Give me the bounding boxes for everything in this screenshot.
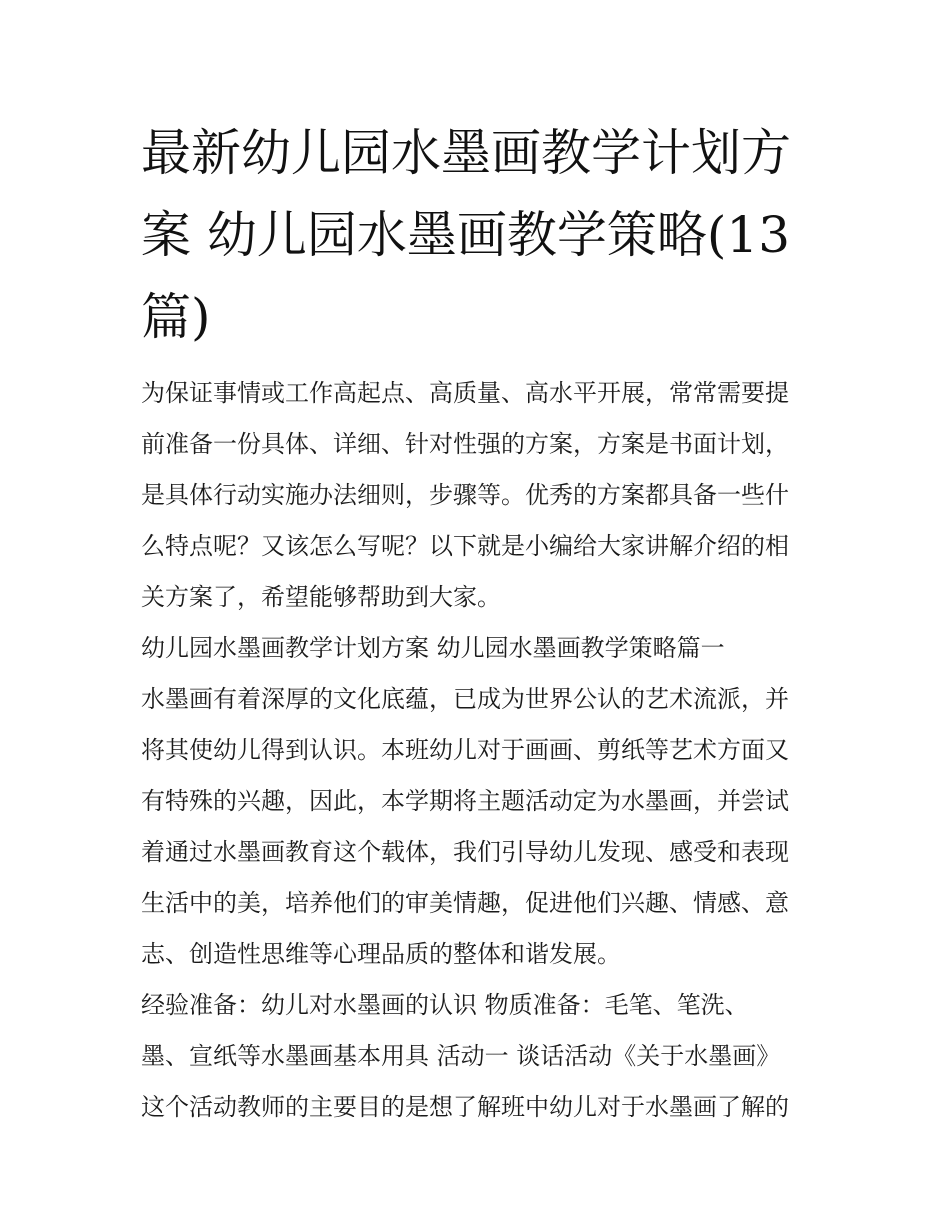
text-line: 志、创造性思维等心理品质的整体和谐发展。	[141, 940, 621, 968]
title-line: 最新幼儿园水墨画教学计划方	[141, 124, 791, 182]
text-line: 为保证事情或工作高起点、高质量、高水平开展，常常需要提	[141, 379, 789, 407]
body-paragraph	[141, 674, 813, 980]
text-line: 有特殊的兴趣，因此，本学期将主题活动定为水墨画，并尝试	[141, 787, 789, 815]
text-line: 经验准备：幼儿对水墨画的认识 物质准备：毛笔、笔洗、	[141, 991, 749, 1019]
text-line: 幼儿园水墨画教学计划方案 幼儿园水墨画教学策略篇一	[141, 634, 725, 662]
text-line: 是具体行动实施办法细则，步骤等。优秀的方案都具备一些什	[141, 481, 789, 509]
text-line: 着通过水墨画教育这个载体，我们引导幼儿发现、感受和表现	[141, 838, 789, 866]
section-heading	[141, 623, 813, 674]
document-content	[141, 112, 813, 1133]
text-line: 墨、宣纸等水墨画基本用具 活动一 谈话活动《关于水墨画》	[141, 1042, 781, 1070]
text-line: 前准备一份具体、详细、针对性强的方案，方案是书面计划，	[141, 430, 789, 458]
document-title	[141, 112, 813, 358]
text-line: 么特点呢？又该怎么写呢？以下就是小编给大家讲解介绍的相	[141, 532, 789, 560]
body-paragraph	[141, 980, 813, 1133]
title-line: 篇)	[141, 288, 211, 346]
text-line: 生活中的美，培养他们的审美情趣，促进他们兴趣、情感、意	[141, 889, 789, 917]
text-line: 将其使幼儿得到认识。本班幼儿对于画画、剪纸等艺术方面又	[141, 736, 789, 764]
text-line: 这个活动教师的主要目的是想了解班中幼儿对于水墨画了解的	[141, 1093, 789, 1121]
text-line: 水墨画有着深厚的文化底蕴，已成为世界公认的艺术流派，并	[141, 685, 789, 713]
title-line: 案 幼儿园水墨画教学策略(13	[141, 206, 791, 264]
document-body	[141, 368, 813, 1133]
intro-paragraph	[141, 368, 813, 623]
text-line: 关方案了，希望能够帮助到大家。	[141, 583, 501, 611]
